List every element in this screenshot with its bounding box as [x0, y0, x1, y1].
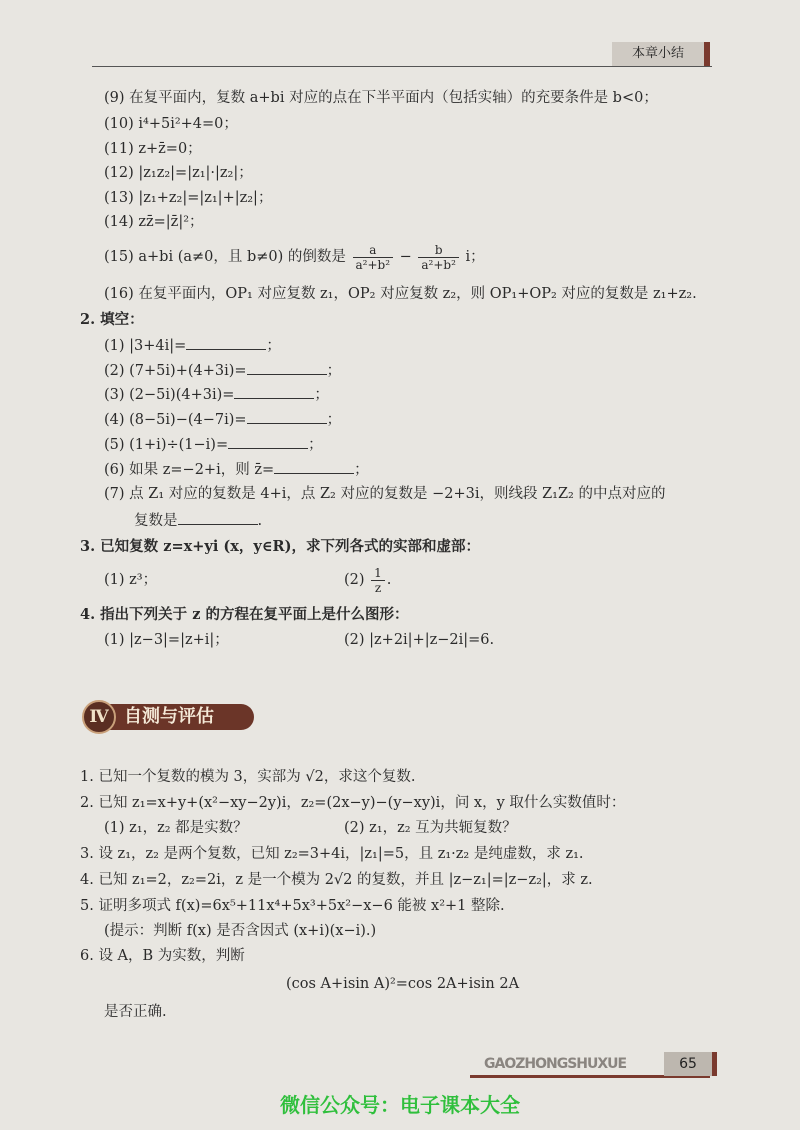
section-number-badge: Ⅳ: [82, 700, 116, 734]
question-3-title: 3. 已知复数 z=x+yi (x，y∈R)，求下列各式的实部和虚部：: [80, 538, 480, 555]
statement-13: (13) |z₁+z₂|=|z₁|+|z₂|；: [104, 190, 273, 206]
fill-blank-4-text: (4) (8−5i)−(4−7i)=: [104, 412, 247, 428]
statement-15-suffix: i；: [465, 249, 485, 265]
section-title: 自测与评估: [108, 704, 254, 730]
self-test-3: 3. 设 z₁，z₂ 是两个复数，已知 z₂=3+4i，|z₁|=5，且 z₁·z₂ 是纯虚数，求 z₁.: [80, 846, 584, 862]
fill-blank-3-text: (3) (2−5i)(4+3i)=: [104, 387, 235, 403]
answer-blank[interactable]: [247, 409, 327, 424]
fill-blank-4: [104, 409, 341, 430]
reciprocal-denominator: z: [374, 580, 382, 595]
self-test-2: 2. 已知 z₁=x+y+(x²−xy−2y)i，z₂=(2x−y)−(y−xy)i，问 x，y 取什么实数值时：: [80, 795, 626, 811]
question-4-part-1: (1) |z−3|=|z+i|；: [104, 632, 229, 648]
fill-blank-5-end: ；: [308, 437, 323, 453]
reciprocal-fraction: [371, 566, 385, 595]
question-3-part-1: (1) z³；: [104, 572, 158, 588]
self-test-6-equation: (cos A+isin A)²=cos 2A+isin 2A: [286, 976, 520, 992]
question-4-part-2: (2) |z+2i|+|z−2i|=6.: [344, 632, 495, 648]
question-2-title: 2. 填空：: [80, 311, 144, 328]
fraction-a: [353, 243, 394, 272]
self-test-6: 6. 设 A，B 为实数，判断: [80, 948, 245, 964]
fill-blank-5: [104, 434, 323, 455]
fraction-b-numerator: b: [418, 243, 459, 258]
answer-blank[interactable]: [178, 510, 258, 525]
statement-12: (12) |z₁z₂|=|z₁|·|z₂|；: [104, 165, 253, 181]
fill-blank-1: [104, 335, 281, 356]
question-3-part-2: [344, 560, 391, 600]
question-3-part-2-label: (2): [344, 572, 365, 588]
minus-sign: −: [399, 249, 412, 265]
fraction-b-denominator: a²+b²: [421, 257, 456, 272]
statement-10: (10) i⁴+5i²+4=0；: [104, 116, 238, 132]
answer-blank[interactable]: [247, 360, 327, 375]
fill-blank-2-text: (2) (7+5i)+(4+3i)=: [104, 363, 247, 379]
fill-blank-7-text: 复数是: [134, 513, 178, 529]
watermark-text: 微信公众号：电子课本大全: [280, 1093, 520, 1117]
statement-16: (16) 在复平面内，OP₁ 对应复数 z₁，OP₂ 对应复数 z₂，则 OP₁+OP₂ 对应的复数是 z₁+z₂.: [104, 286, 697, 302]
self-test-5-hint: (提示：判断 f(x) 是否含因式 (x+i)(x−i).): [104, 923, 377, 939]
fraction-a-denominator: a²+b²: [355, 257, 391, 272]
self-test-6-end: 是否正确.: [104, 1004, 167, 1020]
fill-blank-1-text: (1) |3+4i|=: [104, 338, 187, 354]
self-test-2-part-1: (1) z₁，z₂ 都是实数？: [104, 820, 248, 836]
statement-14: (14) zz̄=|z̄|²；: [104, 214, 204, 230]
self-test-2-part-2: (2) z₁，z₂ 互为共轭复数？: [344, 820, 517, 836]
header-rule: [92, 66, 712, 67]
question-3-part-2-end: .: [386, 572, 392, 588]
fill-blank-7-end: .: [257, 513, 263, 529]
statement-15-prefix: (15) a+bi (a≠0，且 b≠0) 的倒数是: [104, 249, 346, 265]
answer-blank[interactable]: [234, 384, 314, 399]
reciprocal-numerator: 1: [371, 566, 385, 581]
fraction-a-numerator: a: [353, 243, 394, 258]
fill-blank-4-end: ；: [326, 412, 342, 428]
fill-blank-6-end: ；: [354, 462, 369, 478]
answer-blank[interactable]: [228, 434, 308, 449]
self-test-1: 1. 已知一个复数的模为 3，实部为 √2，求这个复数.: [80, 769, 416, 785]
fill-blank-3-end: ；: [314, 387, 329, 403]
self-test-5: 5. 证明多项式 f(x)=6x⁵+11x⁴+5x³+5x²−x−6 能被 x²+1 整除.: [80, 898, 505, 914]
statement-15: [104, 240, 485, 274]
fill-blank-2: [104, 360, 341, 381]
fill-blank-7-line2: [134, 510, 262, 531]
fill-blank-5-text: (5) (1+i)÷(1−i)=: [104, 437, 229, 453]
answer-blank[interactable]: [274, 459, 354, 474]
question-4-title: 4. 指出下列关于 z 的方程在复平面上是什么图形：: [80, 606, 409, 623]
section-banner: [82, 700, 254, 734]
answer-blank[interactable]: [186, 335, 266, 350]
fill-blank-2-end: ；: [326, 363, 342, 379]
fraction-b: [418, 243, 459, 272]
fill-blank-1-end: ；: [266, 338, 281, 354]
self-test-4: 4. 已知 z₁=2，z₂=2i，z 是一个模为 2√2 的复数，并且 |z−z₁|=|z−z₂|，求 z.: [80, 872, 593, 888]
fill-blank-3: [104, 384, 329, 405]
chapter-tab: 本章小结: [612, 42, 710, 66]
fill-blank-7-line1: (7) 点 Z₁ 对应的复数是 4+i，点 Z₂ 对应的复数是 −2+3i，则线段 Z₁Z₂ 的中点对应的: [104, 486, 666, 502]
fill-blank-6-text: (6) 如果 z=−2+i，则 z̄=: [104, 462, 275, 478]
statement-11: (11) z+z̄=0；: [104, 141, 202, 157]
fill-blank-6: [104, 459, 369, 480]
statement-9: (9) 在复平面内，复数 a+bi 对应的点在下半平面内（包括实轴）的充要条件是 b<0；: [104, 90, 658, 106]
footer-brand: GAOZHONGSHUXUE: [484, 1056, 627, 1072]
page-number: 65: [664, 1052, 717, 1076]
